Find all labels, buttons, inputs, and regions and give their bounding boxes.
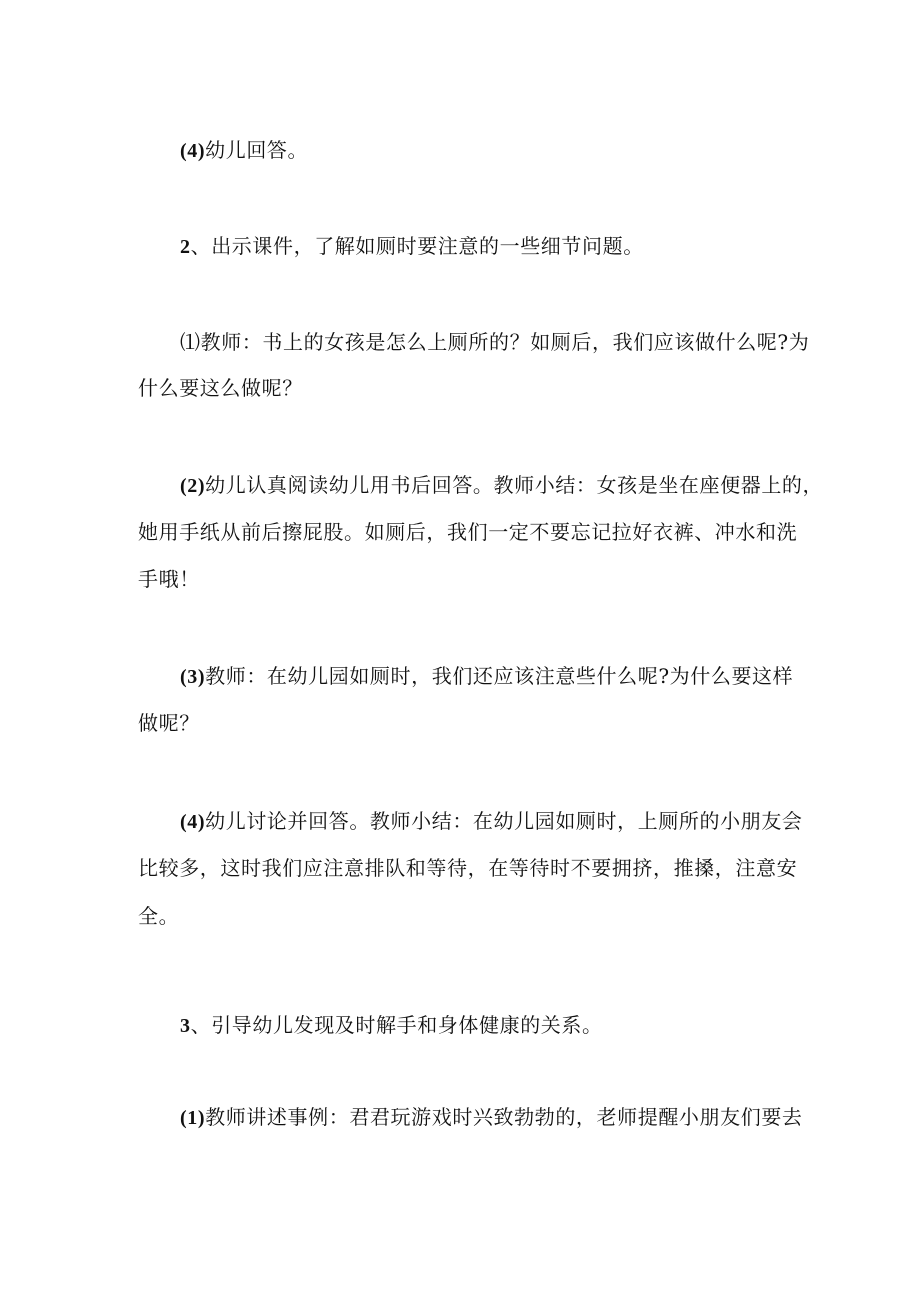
paragraph-line: [138, 709, 200, 737]
paragraph-line: [180, 328, 809, 356]
item-number: (4): [180, 140, 206, 162]
paragraph-line: [138, 565, 200, 593]
section-number: 2: [180, 236, 191, 258]
line-text: 全。: [138, 904, 180, 928]
line-text: 、出示课件，了解如厕时要注意的一些细节问题。: [190, 234, 644, 258]
line-text: 幼儿认真阅读幼儿用书后回答。教师小结：女孩是坐在座便器上的，: [205, 473, 824, 497]
line-text: 教师：在幼儿园如厕时，我们还应该注意些什么呢?为什么要这样: [205, 664, 794, 688]
line-text: 幼儿回答。: [205, 138, 309, 162]
section-heading: [180, 1011, 603, 1040]
item-number: (4): [180, 811, 206, 833]
line-text: 做呢？: [138, 711, 200, 735]
line-text: ⑴教师：书上的女孩是怎么上厕所的？如厕后，我们应该做什么呢?为: [180, 330, 810, 354]
item-number: (2): [180, 475, 206, 497]
paragraph-line: [180, 471, 823, 500]
paragraph-line: [138, 854, 797, 882]
paragraph-line: [180, 662, 793, 691]
line-text: 教师讲述事例：君君玩游戏时兴致勃勃的，老师提醒小朋友们要去: [205, 1105, 803, 1129]
paragraph-line: [138, 374, 303, 402]
line-text: 什么要这么做呢？: [138, 376, 303, 400]
paragraph-line: [180, 1103, 803, 1132]
item-number: (1): [180, 1107, 206, 1129]
section-heading: [180, 232, 644, 261]
line-text: 手哦！: [138, 567, 200, 591]
line-text: 她用手纸从前后擦屁股。如厕后，我们一定不要忘记拉好衣裤、冲水和洗: [138, 520, 798, 544]
section-number: 3: [180, 1015, 191, 1037]
paragraph-line: [138, 902, 179, 930]
paragraph-line: [180, 807, 803, 836]
line-text: 比较多，这时我们应注意排队和等待，在等待时不要拥挤，推搡，注意安: [138, 856, 798, 880]
paragraph-line: [138, 518, 797, 546]
item-number: (3): [180, 666, 206, 688]
line-text: 、引导幼儿发现及时解手和身体健康的关系。: [190, 1013, 603, 1037]
line-text: 幼儿讨论并回答。教师小结：在幼儿园如厕时，上厕所的小朋友会: [205, 809, 803, 833]
paragraph-line: [180, 136, 308, 165]
